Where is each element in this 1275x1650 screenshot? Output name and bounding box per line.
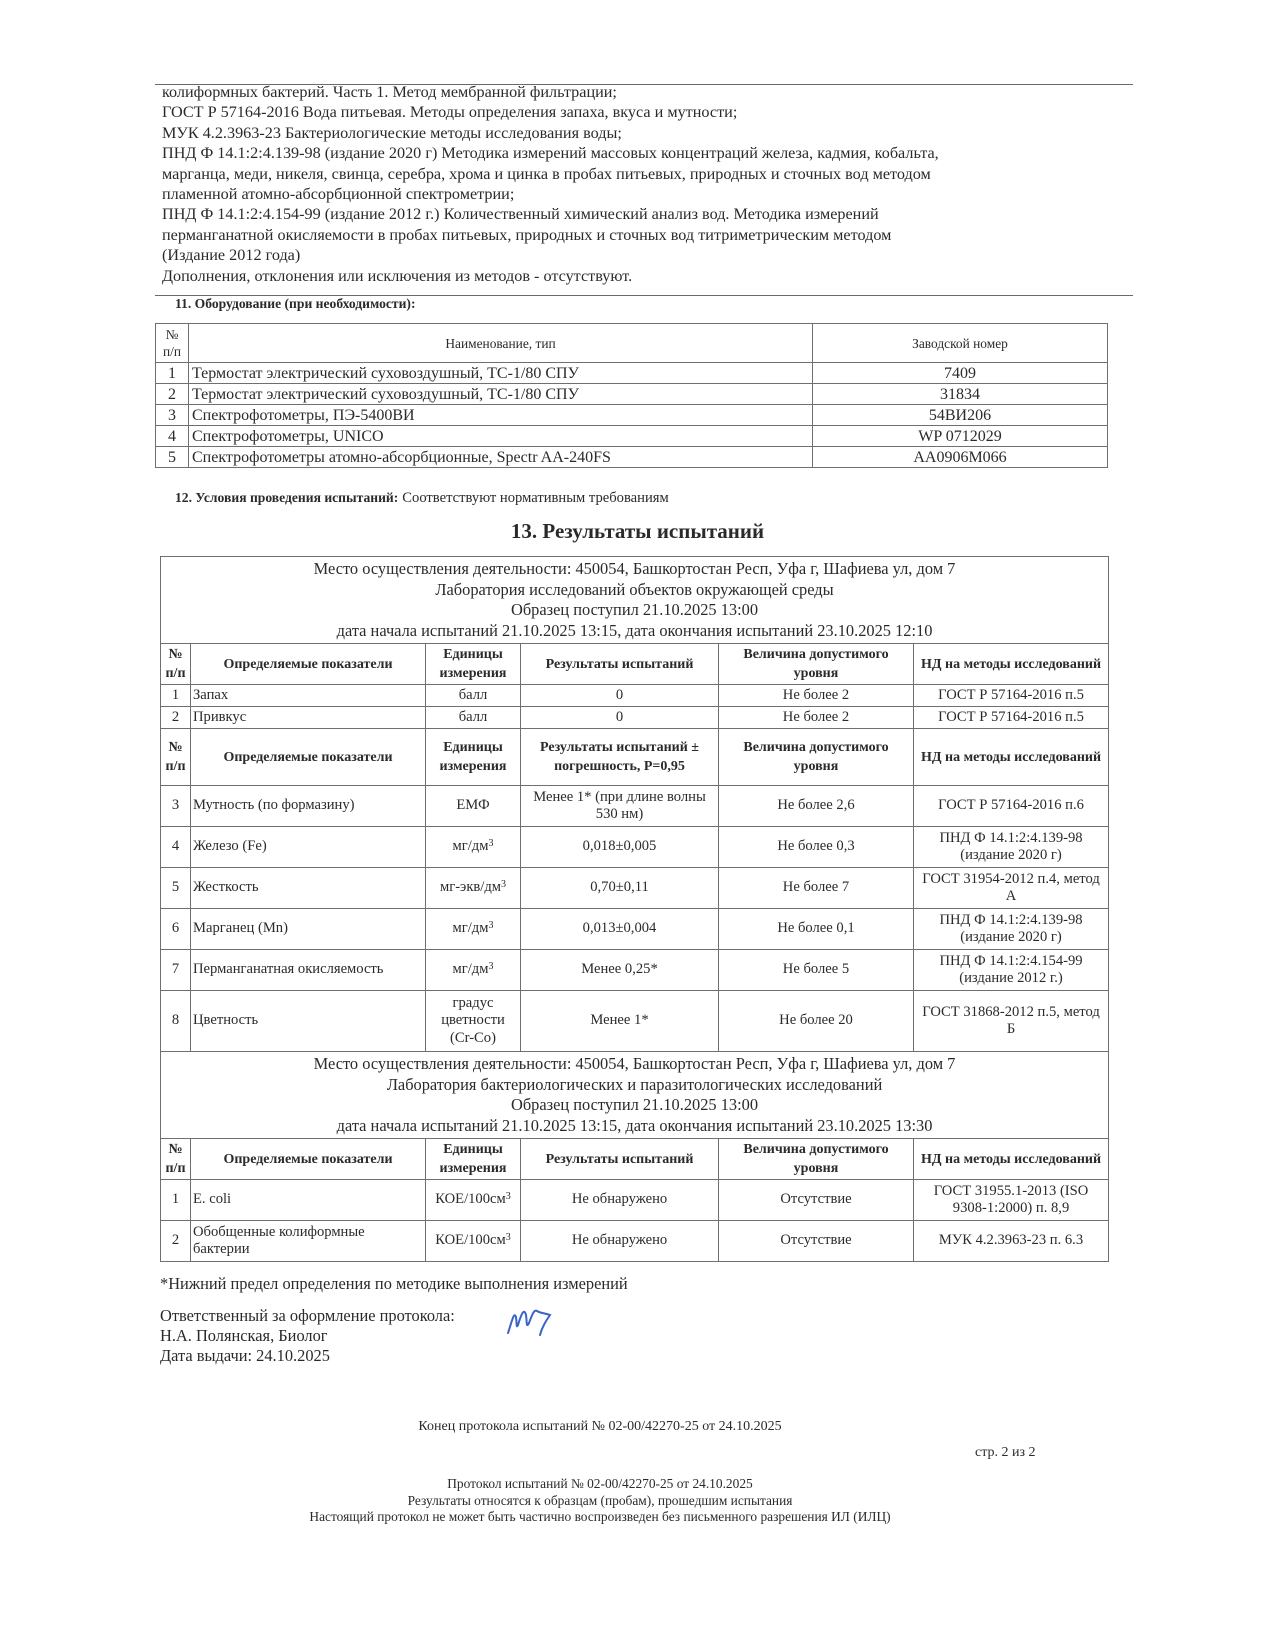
methods-list	[162, 82, 1122, 286]
header-indicator: Определяемые показатели	[191, 1139, 426, 1180]
row-units	[426, 868, 521, 909]
block2-received: Образец поступил 21.10.2025 13:00	[510, 1095, 759, 1114]
block2-header	[161, 1139, 1109, 1180]
row-units	[426, 1180, 521, 1221]
row-serial: AA0906M066	[813, 447, 1108, 468]
header-result: Результаты испытаний	[521, 1139, 719, 1180]
footnote: *Нижний предел определения по методике выполнения измерений	[160, 1274, 628, 1293]
row-num: 1	[161, 1180, 191, 1221]
row-indicator: E. coli	[191, 1180, 426, 1221]
row-name: Термостат электрический суховоздушный, ТС-1/80 СПУ	[189, 384, 813, 405]
end-of-protocol: Конец протокола испытаний № 02-00/42270-25 от 24.10.2025	[418, 1419, 782, 1434]
row-units: балл	[426, 685, 521, 707]
row-result: 0	[521, 685, 719, 707]
row-limit: Не более 2	[719, 707, 914, 729]
header-limit: Величина допустимого уровня	[719, 729, 914, 786]
row-method: ГОСТ 31954-2012 п.4, метод А	[914, 868, 1109, 909]
row-result: 0,70±0,11	[521, 868, 719, 909]
row-limit: Отсутствие	[719, 1180, 914, 1221]
block1-info-row	[161, 557, 1109, 644]
row-method: ПНД Ф 14.1:2:4.139-98 (издание 2020 г)	[914, 827, 1109, 868]
row-units: балл	[426, 707, 521, 729]
row-result: 0	[521, 707, 719, 729]
result-row	[161, 685, 1109, 707]
equipment-table	[155, 323, 1108, 468]
row-num: 5	[156, 447, 189, 468]
row-num: 2	[161, 1221, 191, 1262]
result-row	[161, 1180, 1109, 1221]
methods-line: ПНД Ф 14.1:2:4.154-99 (издание 2012 г.) Количественный химический анализ вод. Методика измерений	[162, 205, 879, 224]
header-num: № п/п	[161, 644, 191, 685]
row-indicator: Цветность	[191, 991, 426, 1052]
block2-lab: Лаборатория бактериологических и паразитологических исследований	[386, 1074, 883, 1094]
row-result: Менее 1* (при длине волны 530 нм)	[521, 786, 719, 827]
row-indicator: Запах	[191, 685, 426, 707]
header-num: № п/п	[161, 1139, 191, 1180]
row-method: МУК 4.2.3963-23 п. 6.3	[914, 1221, 1109, 1262]
row-serial: WP 0712029	[813, 426, 1108, 447]
row-num: 4	[161, 827, 191, 868]
block1-dates: дата начала испытаний 21.10.2025 13:15, дата окончания испытаний 23.10.2025 12:10	[336, 620, 933, 640]
section-12-text: Соответствуют нормативным требованиям	[402, 490, 669, 506]
methods-line: (Издание 2012 года)	[162, 246, 301, 265]
row-num: 7	[161, 950, 191, 991]
row-num: 3	[161, 786, 191, 827]
result-row	[161, 1221, 1109, 1262]
row-units: ЕМФ	[426, 786, 521, 827]
row-method: ГОСТ Р 57164-2016 п.5	[914, 685, 1109, 707]
section-11-title: 11. Оборудование (при необходимости):	[175, 296, 416, 311]
page-footer	[0, 1476, 1200, 1526]
row-indicator: Перманганатная окисляемость	[191, 950, 426, 991]
row-result: Менее 0,25*	[521, 950, 719, 991]
row-limit: Отсутствие	[719, 1221, 914, 1262]
equipment-row	[156, 384, 1108, 405]
methods-line: пламенной атомно-абсорбционной спектрометрии;	[162, 185, 515, 204]
footer-line-2: Результаты относятся к образцам (пробам), прошедшим испытания	[407, 1492, 793, 1508]
block1-header-a	[161, 644, 1109, 685]
equipment-row	[156, 447, 1108, 468]
section-13-title: 13. Результаты испытаний	[510, 519, 765, 543]
row-num: 5	[161, 868, 191, 909]
methods-line: МУК 4.2.3963-23 Бактериологические методы исследования воды;	[162, 123, 622, 142]
header-result: Результаты испытаний	[521, 644, 719, 685]
units-text: мг/дм	[452, 961, 489, 978]
block1-received: Образец поступил 21.10.2025 13:00	[510, 600, 759, 619]
row-indicator: Обобщенные колиформные бактерии	[191, 1221, 426, 1262]
methods-line: Дополнения, отклонения или исключения из методов - отсутствуют.	[162, 266, 633, 285]
page-number: стр. 2 из 2	[975, 1445, 1036, 1460]
row-limit: Не более 7	[719, 868, 914, 909]
row-method: ГОСТ 31955.1-2013 (ISO 9308-1:2000) п. 8,9	[914, 1180, 1109, 1221]
header-indicator: Определяемые показатели	[191, 644, 426, 685]
responsible-name: Н.А. Полянская, Биолог	[160, 1326, 328, 1345]
row-name: Спектрофотометры, ПЭ-5400ВИ	[189, 405, 813, 426]
result-row	[161, 950, 1109, 991]
row-num: 4	[156, 426, 189, 447]
units-exponent: 3	[488, 838, 494, 850]
row-result: Менее 1*	[521, 991, 719, 1052]
row-limit: Не более 2	[719, 685, 914, 707]
units-text: мг-экв/дм	[439, 879, 502, 896]
methods-line: ГОСТ Р 57164-2016 Вода питьевая. Методы определения запаха, вкуса и мутности;	[162, 103, 738, 122]
section-12	[175, 489, 669, 507]
header-indicator: Определяемые показатели	[191, 729, 426, 786]
header-num: № п/п	[156, 324, 189, 363]
header-limit: Величина допустимого уровня	[719, 644, 914, 685]
row-serial: 31834	[813, 384, 1108, 405]
row-name: Спектрофотометры атомно-абсорбционные, Spectr AA-240FS	[189, 447, 813, 468]
units-text: КОЕ/100см	[435, 1191, 506, 1208]
block2-location: Место осуществления деятельности: 450054, Башкортостан Респ, Уфа г, Шафиева ул, дом 7	[313, 1054, 956, 1073]
footer-line-3: Настоящий протокол не может быть частично воспроизведен без письменного разрешения ИЛ (ИЛЦ)	[309, 1509, 891, 1524]
units-exponent: 3	[505, 1191, 511, 1203]
result-row	[161, 991, 1109, 1052]
header-limit: Величина допустимого уровня	[719, 1139, 914, 1180]
signature-icon	[504, 1303, 556, 1344]
header-method: НД на методы исследований	[914, 729, 1109, 786]
row-indicator: Привкус	[191, 707, 426, 729]
row-limit: Не более 0,1	[719, 909, 914, 950]
block2-dates: дата начала испытаний 21.10.2025 13:15, дата окончания испытаний 23.10.2025 13:30	[336, 1115, 933, 1135]
row-limit: Не более 2,6	[719, 786, 914, 827]
header-units: Единицы измерения	[426, 644, 521, 685]
row-indicator: Жесткость	[191, 868, 426, 909]
methods-line: перманганатной окисляемости в пробах питьевых, природных и сточных вод титриметрическим методом	[162, 225, 892, 244]
row-serial: 54ВИ206	[813, 405, 1108, 426]
row-serial: 7409	[813, 363, 1108, 384]
equipment-header-row	[156, 324, 1108, 363]
row-num: 1	[161, 685, 191, 707]
row-result: Не обнаружено	[521, 1221, 719, 1262]
units-exponent: 3	[501, 879, 507, 891]
row-limit: Не более 0,3	[719, 827, 914, 868]
row-limit: Не более 20	[719, 991, 914, 1052]
row-units	[426, 950, 521, 991]
result-row	[161, 707, 1109, 729]
row-result: 0,018±0,005	[521, 827, 719, 868]
methods-line: колиформных бактерий. Часть 1. Метод мембранной фильтрации;	[162, 83, 617, 101]
footer-line-1: Протокол испытаний № 02-00/42270-25 от 24.10.2025	[447, 1476, 753, 1491]
block2-info-row	[161, 1052, 1109, 1139]
section-12-title: 12. Условия проведения испытаний:	[175, 490, 399, 505]
row-num: 3	[156, 405, 189, 426]
header-units: Единицы измерения	[426, 729, 521, 786]
result-row	[161, 786, 1109, 827]
issue-date: Дата выдачи: 24.10.2025	[160, 1346, 330, 1365]
row-num: 1	[156, 363, 189, 384]
row-num: 2	[156, 384, 189, 405]
units-text: мг/дм	[452, 920, 489, 937]
responsible-block	[160, 1306, 455, 1366]
row-num: 2	[161, 707, 191, 729]
units-text: мг/дм	[452, 838, 489, 855]
equipment-row	[156, 426, 1108, 447]
row-result: 0,013±0,004	[521, 909, 719, 950]
block1-lab: Лаборатория исследований объектов окружающей среды	[435, 579, 834, 599]
header-serial: Заводской номер	[813, 324, 1108, 363]
result-row	[161, 868, 1109, 909]
header-result: Результаты испытаний ± погрешность, P=0,95	[521, 729, 719, 786]
row-units	[426, 909, 521, 950]
header-method: НД на методы исследований	[914, 644, 1109, 685]
row-num: 8	[161, 991, 191, 1052]
header-num: № п/п	[161, 729, 191, 786]
units-exponent: 3	[505, 1232, 511, 1244]
result-row	[161, 909, 1109, 950]
row-method: ГОСТ Р 57164-2016 п.6	[914, 786, 1109, 827]
row-result: Не обнаружено	[521, 1180, 719, 1221]
row-units	[426, 827, 521, 868]
results-table	[160, 556, 1109, 1262]
row-units	[426, 1221, 521, 1262]
units-exponent: 3	[488, 920, 494, 932]
header-method: НД на методы исследований	[914, 1139, 1109, 1180]
row-name: Спектрофотометры, UNICO	[189, 426, 813, 447]
row-method: ПНД Ф 14.1:2:4.154-99 (издание 2012 г.)	[914, 950, 1109, 991]
block1-location: Место осуществления деятельности: 450054, Башкортостан Респ, Уфа г, Шафиева ул, дом 7	[313, 559, 956, 578]
row-method: ГОСТ 31868-2012 п.5, метод Б	[914, 991, 1109, 1052]
row-indicator: Железо (Fe)	[191, 827, 426, 868]
row-num: 6	[161, 909, 191, 950]
units-exponent: 3	[488, 961, 494, 973]
row-name: Термостат электрический суховоздушный, ТС-1/80 СПУ	[189, 363, 813, 384]
header-units: Единицы измерения	[426, 1139, 521, 1180]
row-units: градус цветности (Cr-Co)	[426, 991, 521, 1052]
result-row	[161, 827, 1109, 868]
units-text: КОЕ/100см	[435, 1232, 506, 1249]
row-indicator: Марганец (Mn)	[191, 909, 426, 950]
block1-header-b	[161, 729, 1109, 786]
row-method: ГОСТ Р 57164-2016 п.5	[914, 707, 1109, 729]
row-method: ПНД Ф 14.1:2:4.139-98 (издание 2020 г)	[914, 909, 1109, 950]
responsible-label: Ответственный за оформление протокола:	[160, 1306, 455, 1325]
row-indicator: Мутность (по формазину)	[191, 786, 426, 827]
equipment-row	[156, 405, 1108, 426]
header-name: Наименование, тип	[189, 324, 813, 363]
equipment-row	[156, 363, 1108, 384]
methods-line: ПНД Ф 14.1:2:4.139-98 (издание 2020 г) Методика измерений массовых концентраций железа, кадмия, кобальта,	[162, 144, 939, 163]
methods-line: марганца, меди, никеля, свинца, серебра, хрома и цинка в пробах питьевых, природных и сточных вод методом	[162, 164, 931, 183]
row-limit: Не более 5	[719, 950, 914, 991]
